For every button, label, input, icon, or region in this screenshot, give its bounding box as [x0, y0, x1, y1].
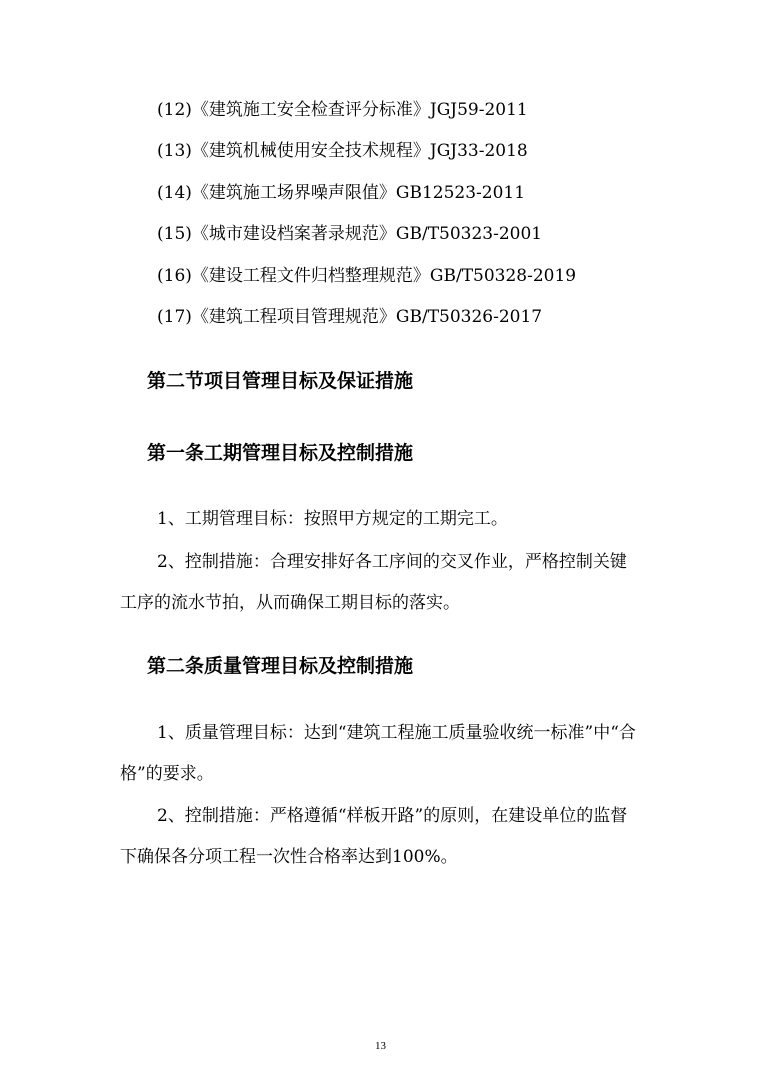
reference-item: (13)《建筑机械使用安全技术规程》JGJ33-2018 [157, 141, 528, 162]
reference-item: (12)《建筑施工安全检查评分标准》JGJ59-2011 [157, 100, 528, 120]
section-title: 第二节项目管理目标及保证措施 [147, 370, 414, 392]
reference-item: (17)《建筑工程项目管理规范》GB/T50326-2017 [157, 306, 543, 327]
article-2-paragraph-1: 1、质量管理目标：达到“建筑工程施工质量验收统一标准”中“合格”的要求。 [120, 723, 636, 784]
article-1-paragraph-2: 2、控制措施：合理安排好各工序间的交叉作业，严格控制关键工序的流水节拍，从而确保工期目标的落实。 [120, 552, 627, 613]
article-1-title: 第一条工期管理目标及控制措施 [147, 442, 414, 464]
reference-item: (15)《城市建设档案著录规范》GB/T50323-2001 [157, 224, 543, 245]
reference-item: (14)《建筑施工场界噪声限值》GB12523-2011 [157, 182, 526, 203]
page-number: 13 [375, 1040, 386, 1052]
reference-item: (16)《建设工程文件归档整理规范》GB/T50328-2019 [157, 265, 577, 286]
article-2-title: 第二条质量管理目标及控制措施 [147, 655, 414, 677]
article-1-paragraph-1: 1、工期管理目标：按照甲方规定的工期完工。 [157, 509, 508, 529]
article-2-paragraph-2: 2、控制措施：严格遵循“样板开路”的原则，在建设单位的监督下确保各分项工程一次性合格率达到100%。 [120, 806, 628, 867]
standards-reference-list [157, 96, 717, 344]
